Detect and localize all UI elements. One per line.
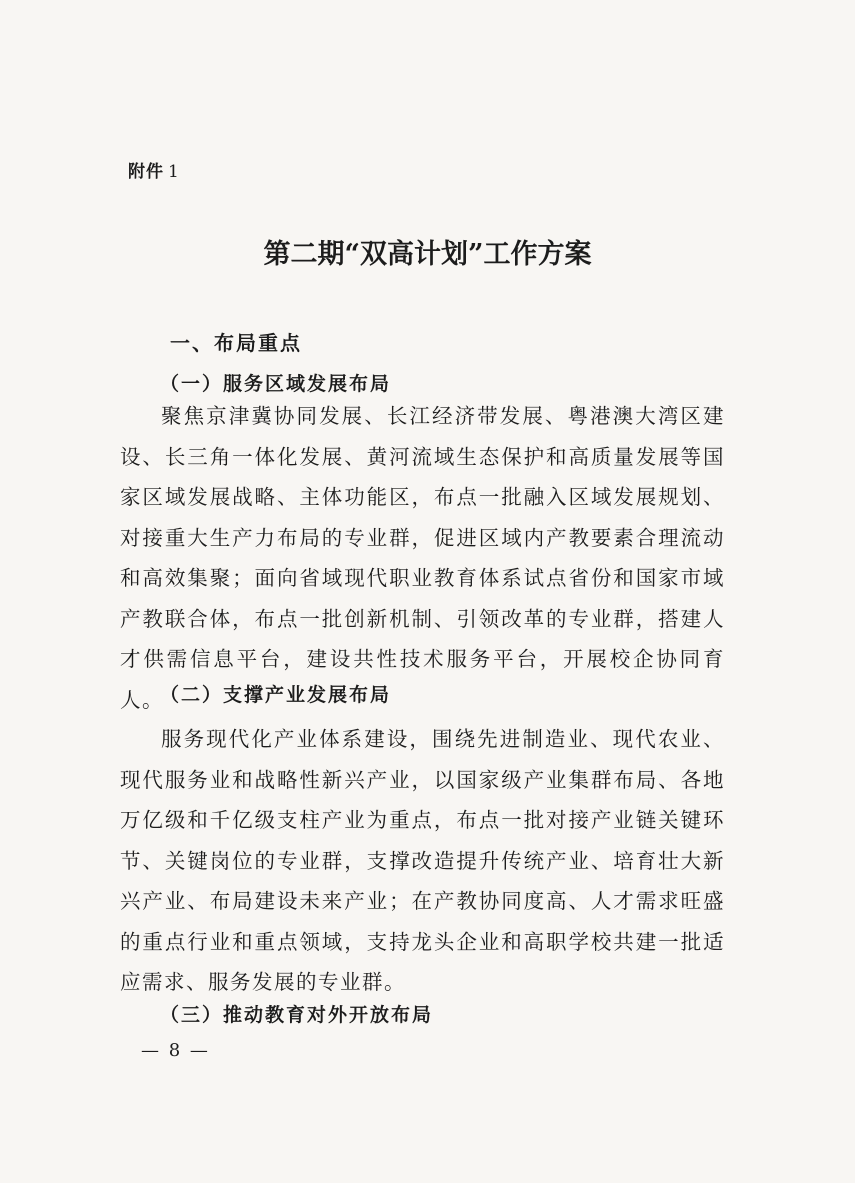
paragraph-2: 服务现代化产业体系建设，围绕先进制造业、现代农业、现代服务业和战略性新兴产业，以国家级产业集群布局、各地万亿级和千亿级支柱产业为重点，布点一批对接产业链关键环节、关键岗位的专业群，支撑改造提升传统产业、培育壮大新兴产业、布局建设未来产业；在产教协同度高、人才需求旺盛的重点行业和重点领域，支持龙头企业和高职学校共建一批适应需求、服务发展的专业群。: [120, 727, 725, 994]
paragraph-1: 聚焦京津冀协同发展、长江经济带发展、粤港澳大湾区建设、长三角一体化发展、黄河流域生态保护和高质量发展等国家区域发展战略、主体功能区，布点一批融入区域发展规划、对接重大生产力布局的专业群，促进区域内产教要素合理流动和高效集聚；面向省域现代职业教育体系试点省份和国家市域产教联合体，布点一批创新机制、引领改革的专业群，搭建人才供需信息平台，建设共性技术服务平台，开展校企协同育人。: [120, 404, 725, 712]
document-title: 第二期“双高计划”工作方案: [263, 239, 592, 270]
attachment-label: [128, 157, 180, 182]
attachment-text: 附件: [128, 162, 164, 182]
subsection-heading-1: （一）服务区域发展布局: [160, 373, 392, 395]
section-heading-1: 一、布局重点: [170, 331, 302, 355]
page-number: — 8 —: [141, 1040, 210, 1061]
attachment-number: 1: [168, 162, 180, 182]
subsection-heading-3: （三）推动教育对外开放布局: [160, 1004, 434, 1026]
subsection-heading-2: （二）支撑产业发展布局: [160, 684, 392, 706]
